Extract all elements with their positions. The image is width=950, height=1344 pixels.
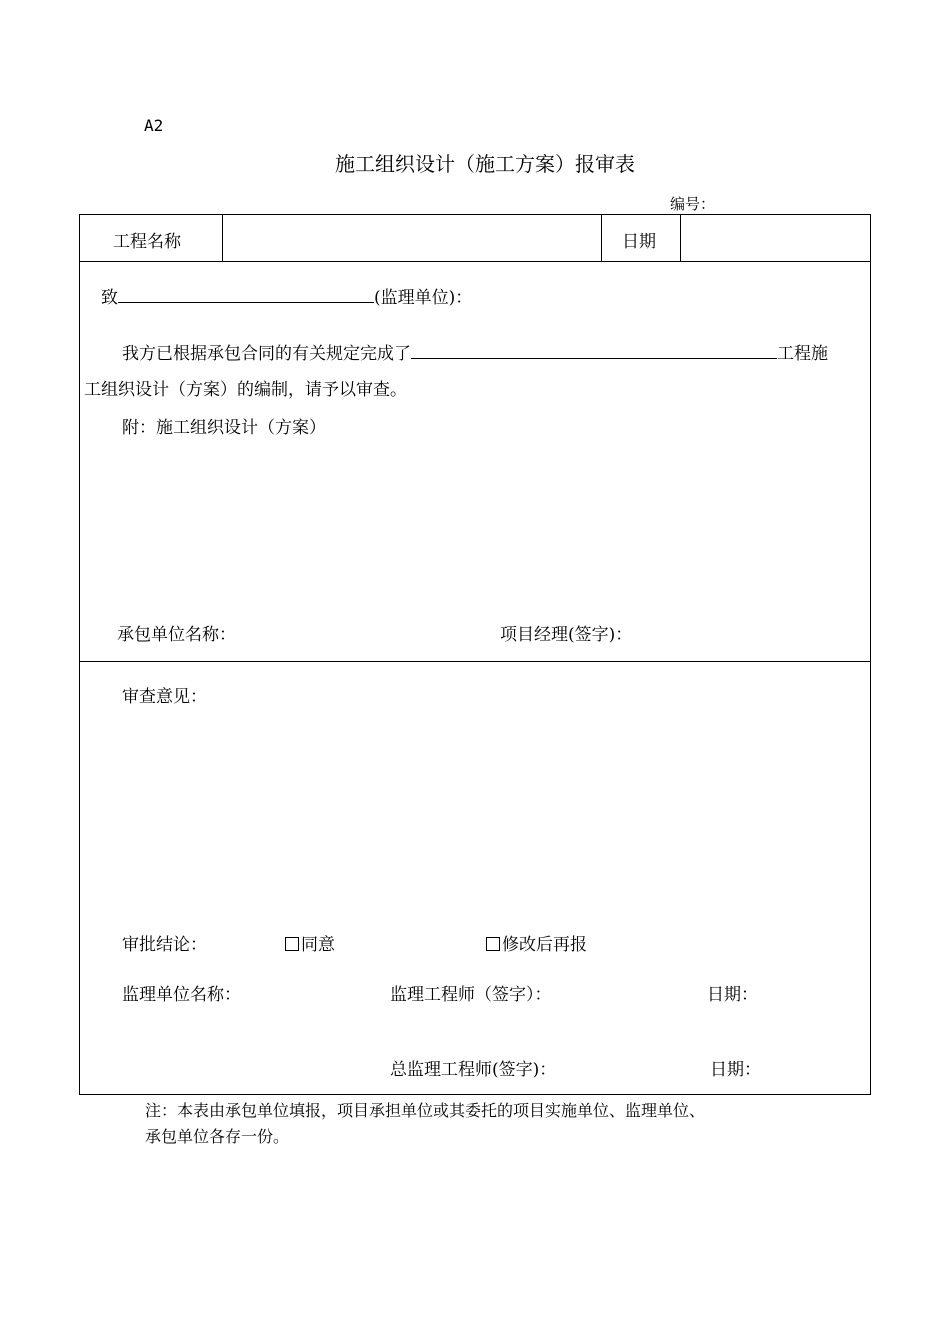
chief-engineer-date-label: 日期： — [710, 1060, 761, 1080]
project-name-field[interactable] — [225, 217, 599, 259]
supervisor-unit-blank[interactable] — [118, 284, 374, 303]
row-divider — [80, 261, 870, 262]
statement-prefix: 我方已根据承包合同的有关规定完成了 — [122, 344, 411, 364]
statement-line-1 — [122, 339, 828, 364]
revise-label: 修改后再报 — [502, 935, 587, 955]
footnote-line-1: 注：本表由承包单位填报，项目承担单位或其委托的项目实施单位、监理单位、 — [145, 1101, 706, 1120]
agree-checkbox[interactable] — [285, 937, 299, 951]
project-blank[interactable] — [411, 340, 777, 359]
addressee-line — [101, 283, 472, 308]
serial-number-label: 编号： — [670, 195, 716, 213]
agree-label: 同意 — [301, 935, 335, 955]
statement-line-2: 工组织设计（方案）的编制，请予以审查。 — [84, 380, 407, 400]
column-divider — [601, 215, 602, 261]
column-divider — [680, 215, 681, 261]
footnote-line-2: 承包单位各存一份。 — [145, 1127, 290, 1146]
approval-conclusion-label: 审批结论： — [122, 935, 207, 955]
contractor-name-label: 承包单位名称： — [117, 625, 236, 645]
form-code: A2 — [144, 116, 164, 135]
statement-suffix: 工程施 — [777, 344, 828, 364]
supervising-engineer-signature-label: 监理工程师（签字）： — [390, 985, 552, 1005]
engineer-date-label: 日期： — [707, 985, 758, 1005]
review-opinion-label: 审查意见： — [122, 687, 207, 707]
column-divider — [222, 215, 223, 261]
option-revise[interactable] — [486, 930, 587, 955]
row-divider — [80, 661, 870, 662]
addressee-prefix: 致 — [101, 288, 118, 308]
addressee-suffix: (监理单位)： — [374, 288, 473, 308]
page-title: 施工组织设计（施工方案）报审表 — [335, 152, 635, 176]
review-form-table — [79, 214, 871, 1095]
revise-checkbox[interactable] — [486, 937, 500, 951]
project-manager-signature-label: 项目经理(签字)： — [500, 625, 633, 645]
date-label: 日期 — [622, 232, 656, 252]
date-field[interactable] — [683, 217, 869, 259]
option-agree[interactable] — [285, 930, 335, 955]
supervisor-unit-name-label: 监理单位名称： — [122, 985, 241, 1005]
project-name-label: 工程名称 — [113, 232, 181, 252]
attachment-label: 附：施工组织设计（方案） — [122, 418, 326, 438]
chief-engineer-signature-label: 总监理工程师(签字)： — [390, 1060, 557, 1080]
